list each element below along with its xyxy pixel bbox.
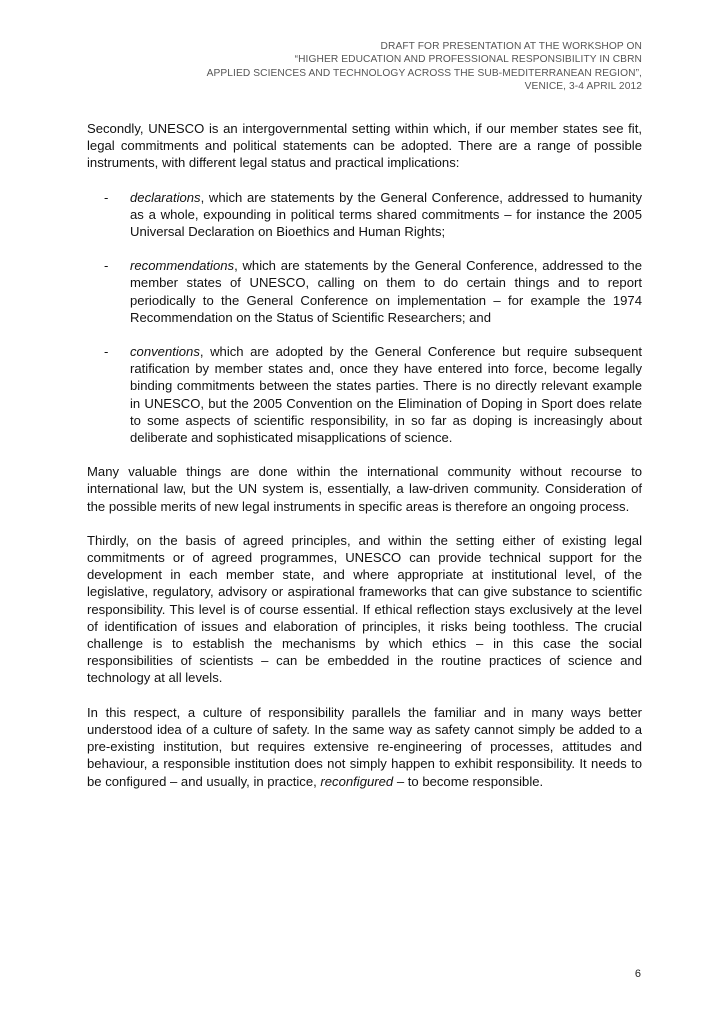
list-item-text — [130, 189, 642, 241]
paragraph-text-end: – to become responsible. — [393, 773, 544, 789]
paragraph-secondly: Secondly, UNESCO is an intergovernmental setting within which, if our member states see fit, legal commitments and political statements can be adopted. There are a range of possible instruments, with different legal status and practical implications: — [87, 121, 642, 171]
list-dash: - — [104, 258, 109, 274]
list-description: , which are statements by the General Conference, addressed to the member states of UNESCO, calling on them to do certain things and to report periodically to the General Conference on implementation – for example the 1974 Recommendation on the Status of Scientific Researchers; and — [130, 258, 642, 325]
document-body — [87, 120, 642, 807]
paragraph-international-law: Many valuable things are done within the international community without recourse to international law, but the UN system is, essentially, a law-driven community. Consideration of the possible merits of new legal instruments in specific areas is therefore an ongoing process. — [87, 464, 642, 514]
list-description: , which are adopted by the General Conference but require subsequent ratification by member states and, once they have entered into force, become legally binding commitments between the states parties. There is no directly relevant example in UNESCO, but the 2005 Convention on the Elimination of Doping in Sport does relate to some aspects of scientific responsibility, in so far as doping is increasingly about deliberate and sophisticated misapplications of science. — [130, 344, 642, 446]
paragraph-culture-of-responsibility — [87, 704, 642, 790]
list-item-declarations — [87, 189, 642, 241]
list-item-text — [130, 343, 642, 446]
header-line-1: DRAFT FOR PRESENTATION AT THE WORKSHOP ON — [380, 41, 642, 52]
page-number: 6 — [634, 968, 641, 980]
list-dash: - — [104, 189, 109, 205]
header-line-4: VENICE, 3-4 APRIL 2012 — [524, 80, 642, 92]
header-line-2: “HIGHER EDUCATION AND PROFESSIONAL RESPONSIBILITY IN CBRN — [294, 54, 642, 66]
header-line-3: APPLIED SCIENCES AND TECHNOLOGY ACROSS THE SUB-MEDITERRANEAN REGION”, — [206, 67, 642, 79]
paragraph-text-start: In this respect, a culture of responsibility parallels the familiar and in many ways better understood idea of a culture of safety. In the same way as safety cannot simply be added to a pre-existing institution, but requires extensive re-engineering of processes, attitudes and behaviour, a responsible institution does not simply happen to exhibit responsibility. It needs to be configured – and usually, in practice, — [87, 704, 642, 789]
list-term: declarations — [130, 189, 201, 205]
list-term: recommendations — [130, 258, 235, 274]
list-term: conventions — [130, 344, 200, 360]
emphasis-reconfigured: reconfigured — [320, 773, 394, 789]
list-item-conventions — [87, 343, 642, 446]
list-description: , which are statements by the General Conference, addressed to humanity as a whole, expounding in political terms shared commitments – for instance the 2005 Universal Declaration on Bioethics and Human Rights; — [130, 189, 642, 240]
list-item-recommendations — [87, 257, 642, 326]
page-header — [42, 40, 642, 93]
paragraph-thirdly: Thirdly, on the basis of agreed principles, and within the setting either of existing legal commitments or of agreed programmes, UNESCO can provide technical support for the development in each member state, and where appropriate at institutional level, of the legislative, regulatory, advisory or aspirational frameworks that can give substance to scientific responsibility. This level is of course essential. If ethical reflection stays exclusively at the level of identification of issues and elaboration of principles, it risks being toothless. The crucial challenge is to establish the mechanisms by which ethics – in this case the social responsibilities of scientists – can be embedded in the routine practices of science and technology at all levels. — [87, 532, 642, 686]
list-item-text — [130, 257, 642, 326]
list-dash: - — [104, 344, 109, 360]
